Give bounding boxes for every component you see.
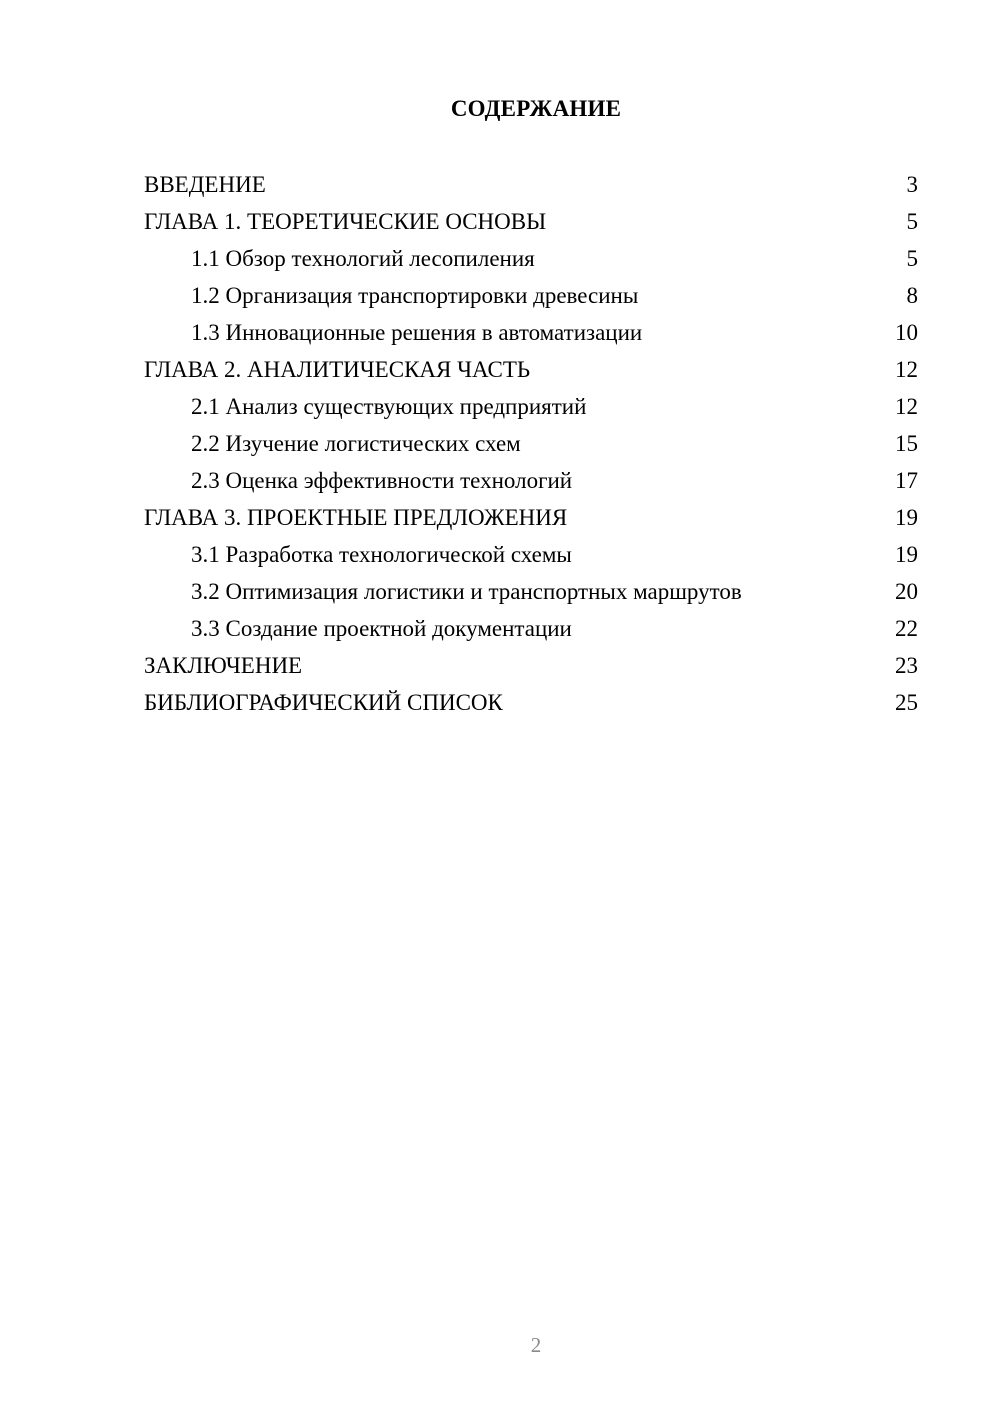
toc-title: СОДЕРЖАНИЕ — [450, 96, 622, 121]
toc-entry-page: 12 — [895, 394, 918, 419]
toc-entry-section-2-1[interactable] — [144, 388, 918, 425]
toc-entry-label: БИБЛИОГРАФИЧЕСКИЙ СПИСОК — [144, 690, 503, 715]
toc-entry-page: 17 — [895, 468, 918, 493]
toc-entry-section-1-3[interactable] — [144, 314, 918, 351]
toc-entry-chapter-1[interactable] — [144, 203, 918, 240]
toc-entry-page: 22 — [895, 616, 918, 641]
toc-entry-page: 15 — [895, 431, 918, 456]
toc-entry-page: 5 — [906, 209, 918, 234]
toc-entry-section-2-3[interactable] — [144, 462, 918, 499]
table-of-contents — [144, 166, 918, 721]
toc-entry-label: 2.3 Оценка эффективности технологий — [191, 468, 573, 493]
toc-entry-page: 3 — [906, 172, 918, 197]
toc-entry-label: ГЛАВА 3. ПРОЕКТНЫЕ ПРЕДЛОЖЕНИЯ — [144, 505, 568, 530]
toc-entry-chapter-3[interactable] — [144, 499, 918, 536]
toc-entry-page: 19 — [895, 542, 918, 567]
toc-entry-label: 2.2 Изучение логистических схем — [191, 431, 521, 456]
toc-entry-section-3-1[interactable] — [144, 536, 918, 573]
toc-entry-label: 2.1 Анализ существующих предприятий — [191, 394, 587, 419]
toc-entry-label: 3.1 Разработка технологической схемы — [191, 542, 572, 567]
toc-entry-page: 25 — [895, 690, 918, 715]
toc-entry-bibliography[interactable] — [144, 684, 918, 721]
toc-entry-label: ГЛАВА 2. АНАЛИТИЧЕСКАЯ ЧАСТЬ — [144, 357, 531, 382]
toc-entry-label: 1.1 Обзор технологий лесопиления — [191, 246, 535, 271]
toc-entry-chapter-2[interactable] — [144, 351, 918, 388]
toc-entry-introduction[interactable] — [144, 166, 918, 203]
toc-entry-page: 23 — [895, 653, 918, 678]
toc-entry-section-1-1[interactable] — [144, 240, 918, 277]
toc-entry-page: 5 — [906, 246, 918, 271]
toc-entry-label: ГЛАВА 1. ТЕОРЕТИЧЕСКИЕ ОСНОВЫ — [144, 209, 547, 234]
toc-entry-conclusion[interactable] — [144, 647, 918, 684]
toc-entry-page: 12 — [895, 357, 918, 382]
toc-entry-section-1-2[interactable] — [144, 277, 918, 314]
toc-entry-section-3-2[interactable] — [144, 573, 918, 610]
toc-entry-page: 19 — [895, 505, 918, 530]
toc-entry-label: 3.3 Создание проектной документации — [191, 616, 572, 641]
toc-entry-label: 1.2 Организация транспортировки древесины — [191, 283, 639, 308]
toc-entry-label: 1.3 Инновационные решения в автоматизации — [191, 320, 643, 345]
toc-entry-section-3-3[interactable] — [144, 610, 918, 647]
toc-entry-label: ВВЕДЕНИЕ — [144, 172, 266, 197]
toc-entry-label: 3.2 Оптимизация логистики и транспортных маршрутов — [191, 579, 742, 604]
toc-entry-page: 20 — [895, 579, 918, 604]
toc-entry-page: 8 — [906, 283, 918, 308]
toc-entry-page: 10 — [895, 320, 918, 345]
page-number: 2 — [530, 1333, 542, 1357]
toc-entry-label: ЗАКЛЮЧЕНИЕ — [144, 653, 303, 678]
toc-entry-section-2-2[interactable] — [144, 425, 918, 462]
